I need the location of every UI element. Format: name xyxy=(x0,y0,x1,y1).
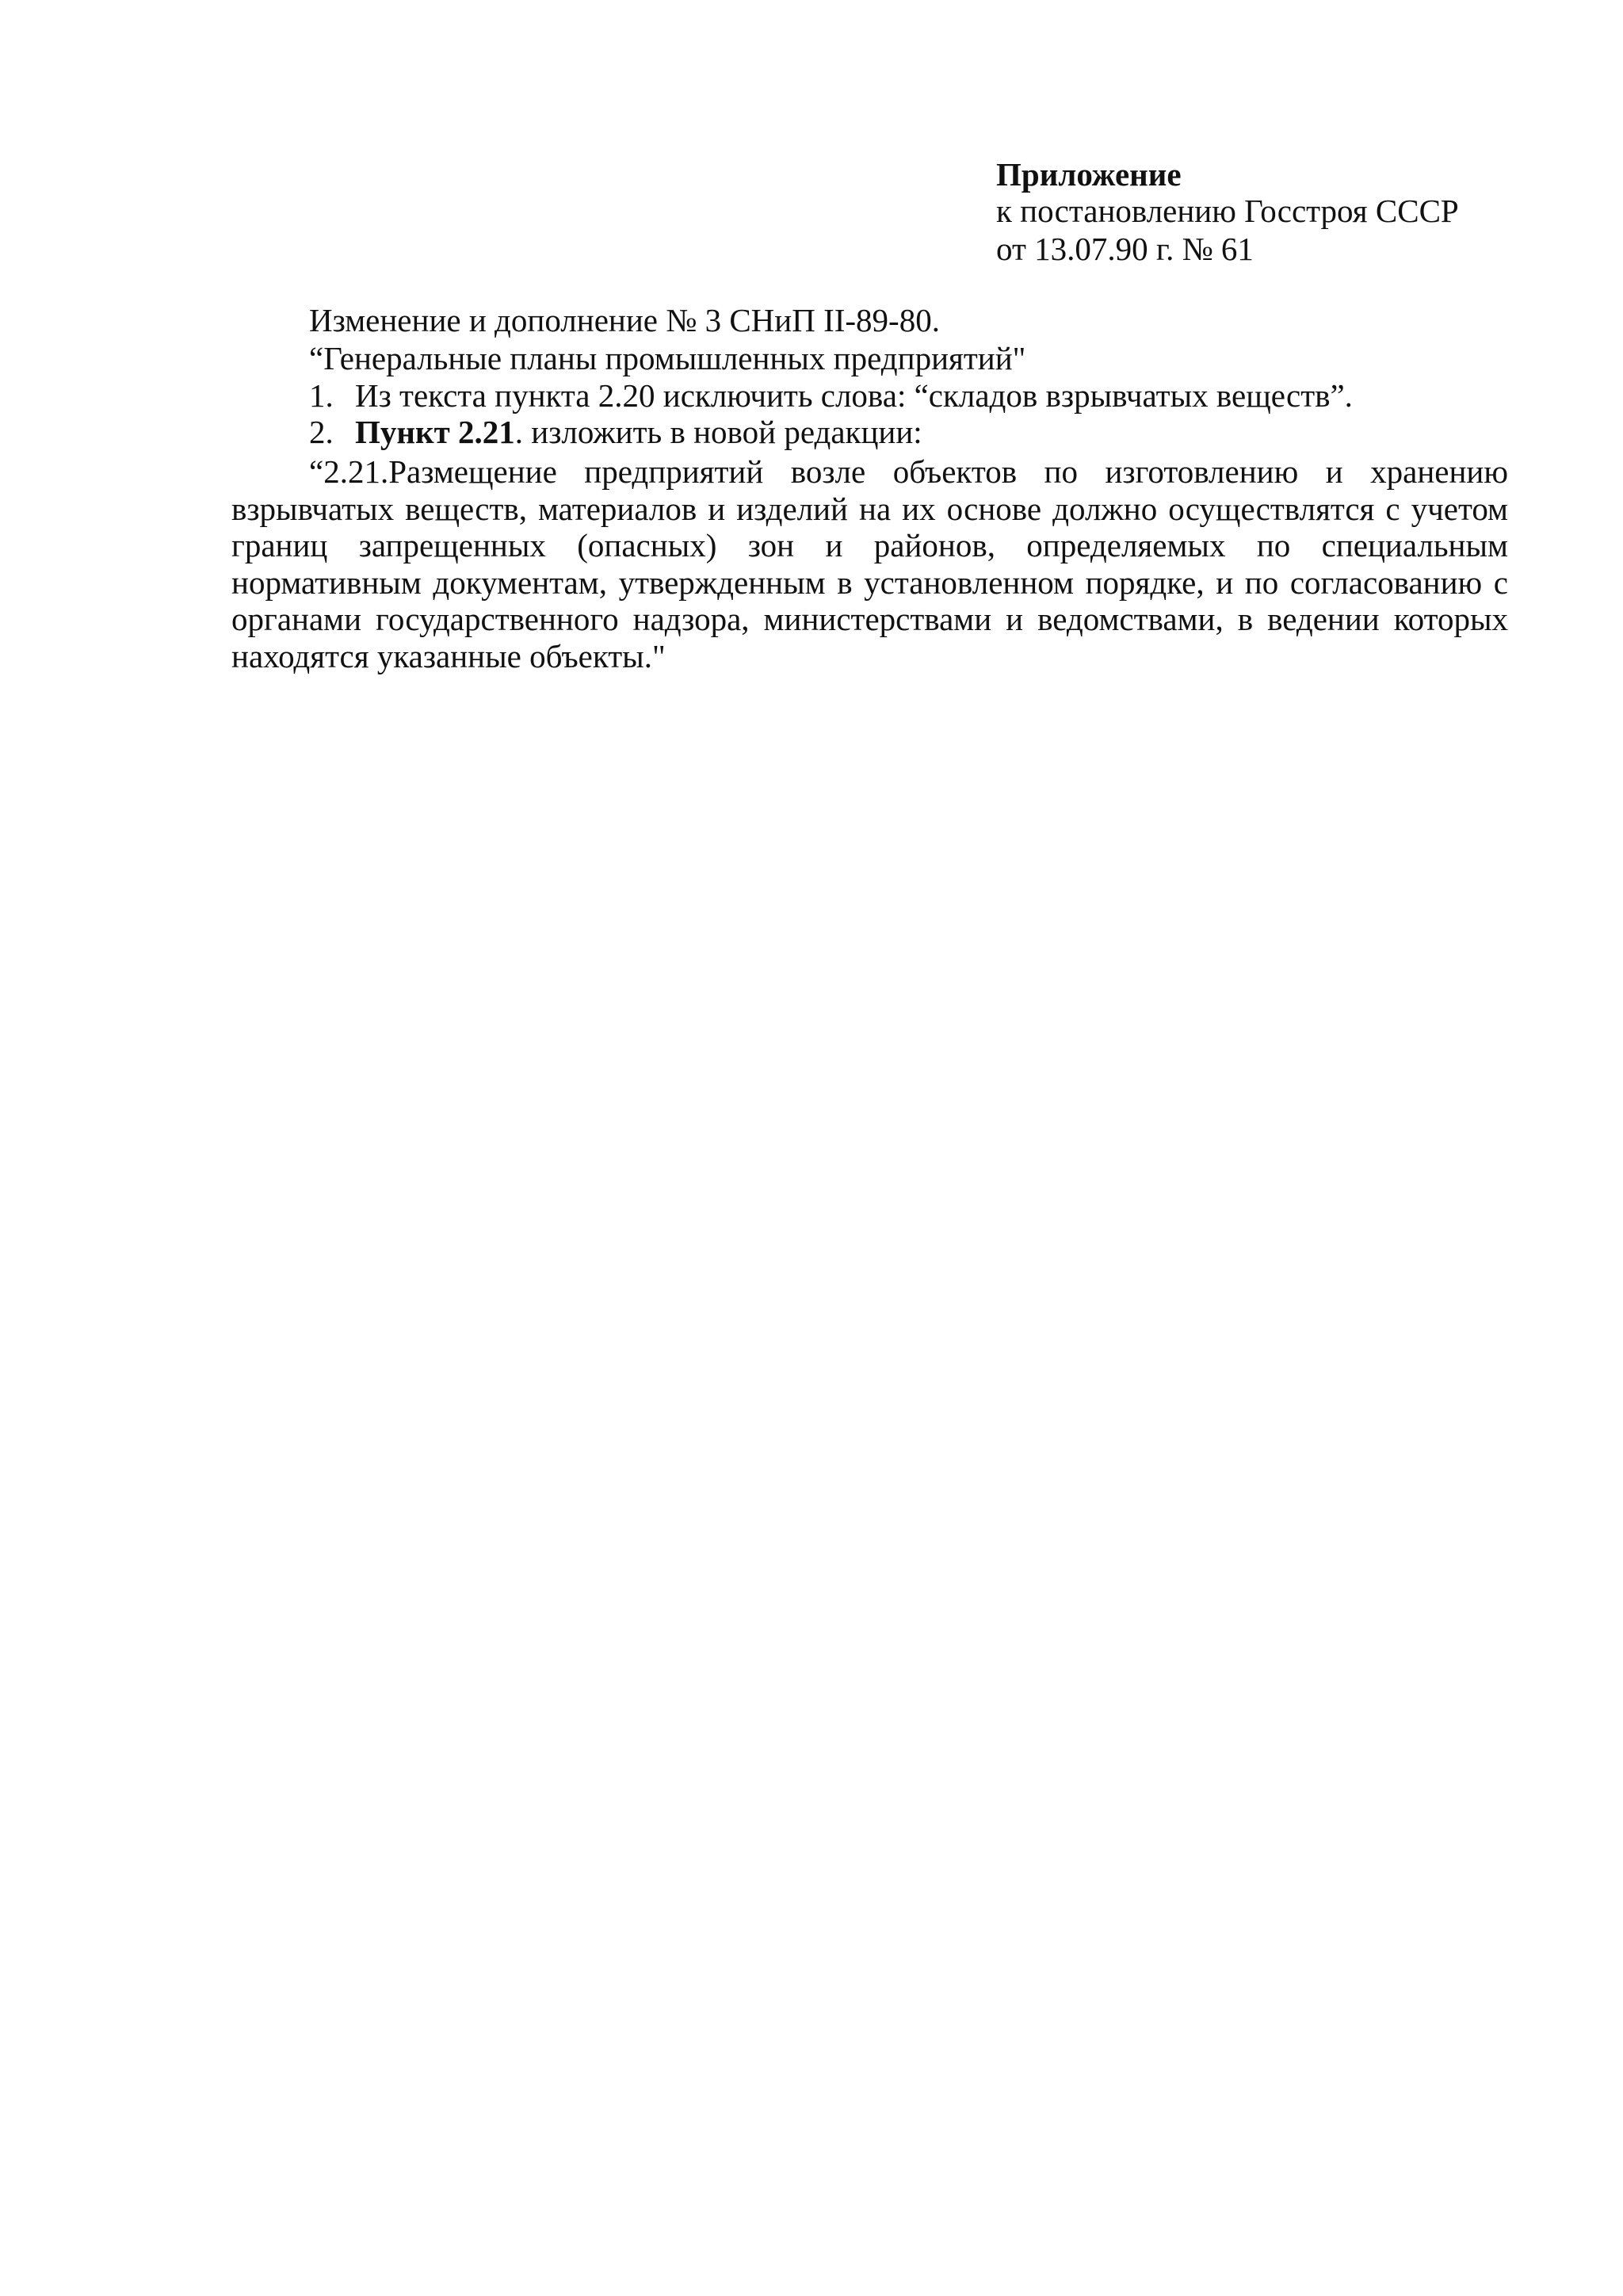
list-item xyxy=(309,377,1353,414)
list-item-number: 2. xyxy=(309,414,334,450)
amendment-paragraph: “2.21.Размещение предприятий возле объектов по изготовлению и хранению взрывчатых веществ, материалов и изделий на их основе должно осуществлятся с учетом границ запрещенных (опасных) зон и районов, определяемых по специальным нормативным документам, утвержденным в установленном порядке, и по согласованию с органами государственного надзора, министерствами и ведомствами, в ведении которых находятся указанные объекты." xyxy=(231,453,1508,674)
appendix-date-number: от 13.07.90 г. № 61 xyxy=(996,231,1254,267)
amendment-subtitle: “Генеральные планы промышленных предприятий" xyxy=(309,340,1026,376)
amendment-heading: Изменение и дополнение № 3 СНиП II-89-80. xyxy=(309,302,940,338)
list-item-number: 1. xyxy=(309,377,334,414)
list-item-text: . изложить в новой редакции: xyxy=(514,414,922,450)
list-item xyxy=(309,416,922,449)
appendix-title: Приложение xyxy=(996,156,1182,193)
list-item-bold-text: Пункт 2.21 xyxy=(355,414,515,450)
appendix-reference: к постановлению Госстроя СССР xyxy=(996,193,1459,229)
list-item-text: Из текста пункта 2.20 исключить слова: “складов взрывчатых веществ”. xyxy=(355,377,1353,414)
